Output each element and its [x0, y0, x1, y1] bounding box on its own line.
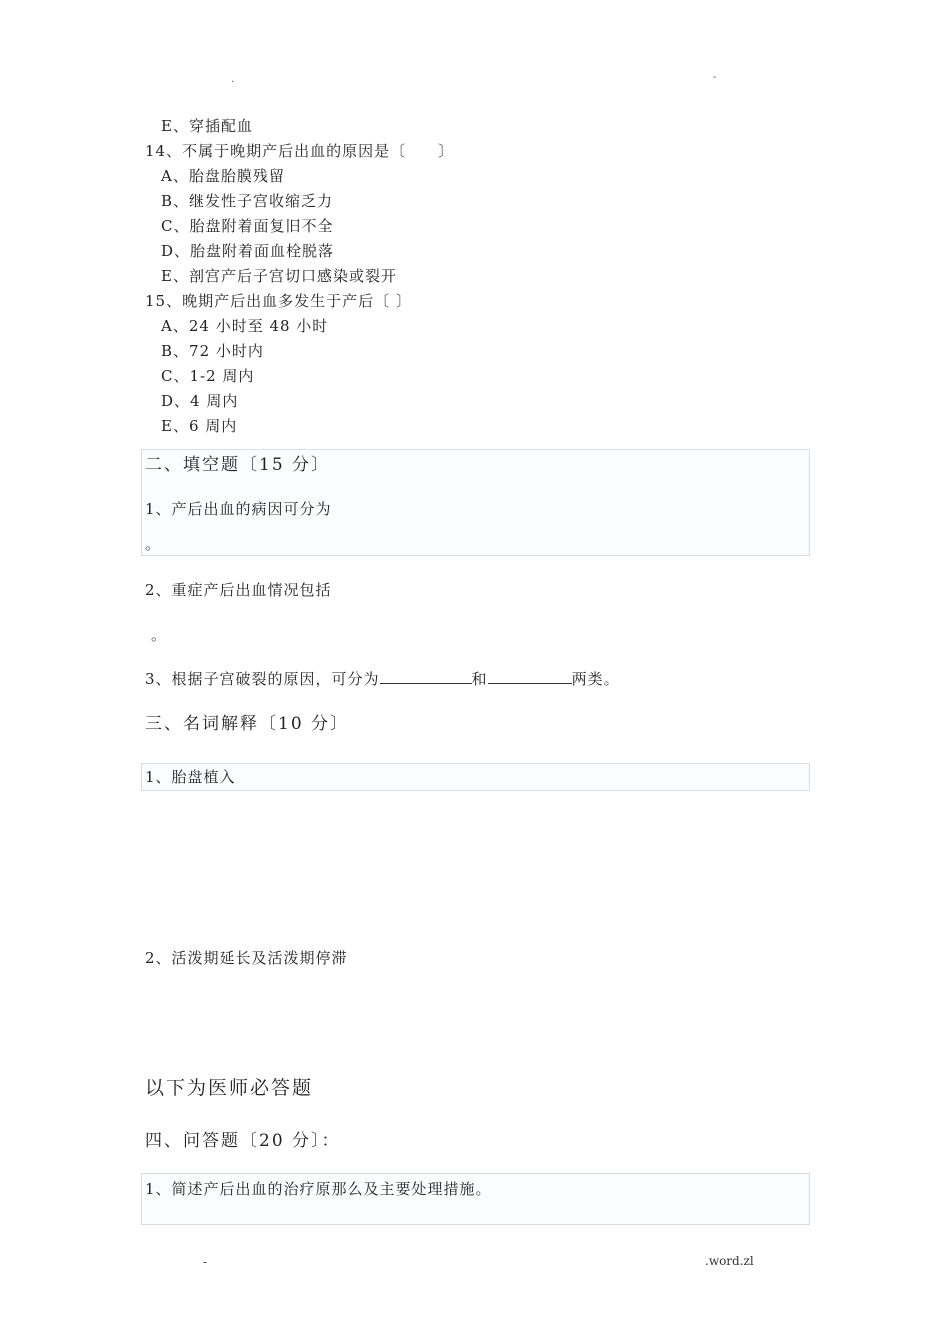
- q14-option-d: D、胎盘附着面血栓脱落: [161, 242, 335, 260]
- q14-option-b: B、继发性子宫收缩乏力: [161, 192, 334, 210]
- section2-q1: 1、产后出血的病因可分为: [145, 500, 332, 518]
- answer-blank-2[interactable]: [488, 669, 572, 684]
- q15-option-c: C、1-2 周内: [161, 367, 255, 385]
- q15-option-e: E、6 周内: [161, 417, 238, 435]
- term-answer-box[interactable]: [141, 763, 810, 791]
- section4-q1: 1、简述产后出血的治疗原那么及主要处理措施。: [145, 1180, 492, 1198]
- q15-option-a: A、24 小时至 48 小时: [161, 317, 329, 335]
- q15-option-d: D、4 周内: [161, 392, 239, 410]
- section3-title: 三、名词解释〔10 分〕: [145, 714, 350, 734]
- section2-q3-end: 两类。: [571, 670, 620, 688]
- section3-q2: 2、活泼期延长及活泼期停滞: [145, 949, 348, 967]
- section4-title: 四、问答题〔20 分〕：: [145, 1131, 341, 1151]
- section3-q1: 1、胎盘植入: [145, 768, 236, 786]
- section2-q3: [145, 668, 620, 689]
- section2-title: 二、填空题〔15 分〕: [145, 455, 331, 475]
- answer-blank-1[interactable]: [380, 669, 472, 684]
- q15-stem: 15、晚期产后出血多发生于产后〔 〕: [145, 292, 412, 310]
- section2-q3-text: 3、根据子宫破裂的原因，可分为: [145, 670, 380, 688]
- doctor-required-note: 以下为医师必答题: [145, 1077, 314, 1099]
- section2-q2-end: 。: [151, 626, 168, 644]
- section2-q1-end: 。: [145, 535, 162, 553]
- q14-option-a: A、胎盘胎膜残留: [161, 167, 285, 185]
- footer-right-text: .word.zl: [705, 1254, 754, 1268]
- q15-option-b: B、72 小时内: [161, 342, 264, 360]
- q13-option-e: E、穿插配血: [161, 117, 253, 135]
- header-left-mark: .: [231, 74, 235, 85]
- section2-q2: 2、重症产后出血情况包括: [145, 581, 332, 599]
- footer-left-mark: -: [203, 1255, 208, 1269]
- q14-option-e: E、剖宫产后子宫切口感染或裂开: [161, 267, 397, 285]
- section2-q3-and: 和: [471, 670, 488, 688]
- header-right-mark: -: [713, 72, 717, 83]
- q14-stem: 14、不属于晚期产后出血的原因是〔 〕: [145, 142, 455, 160]
- q14-option-c: C、胎盘附着面复旧不全: [161, 217, 334, 235]
